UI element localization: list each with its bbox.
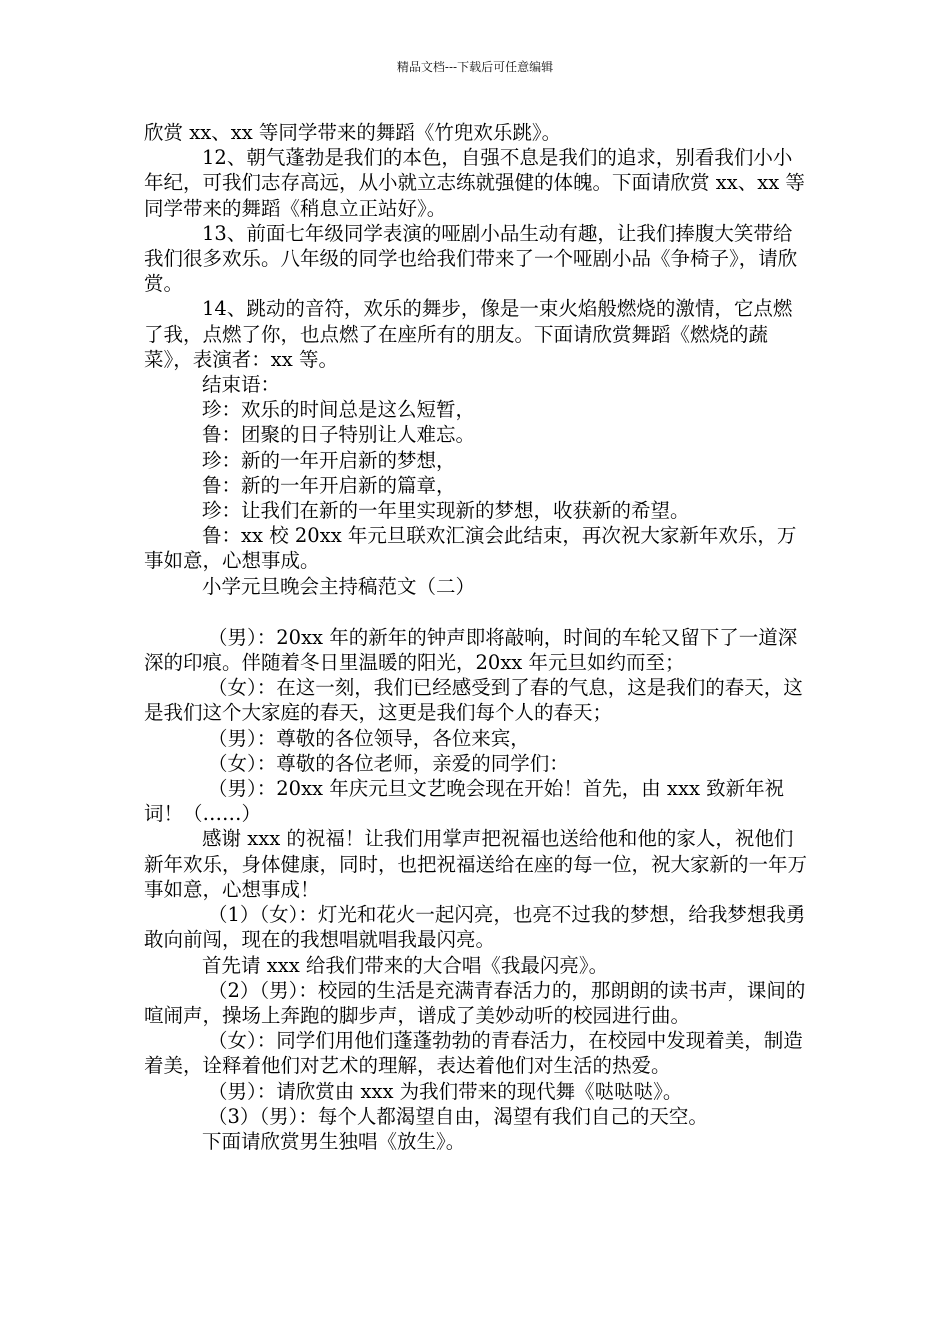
paragraph: 欣赏 xx、xx 等同学带来的舞蹈《竹兜欢乐跳》。: [144, 121, 562, 144]
section-label: 结束语：: [202, 373, 281, 397]
dialogue-line: 鲁：新的一年开启新的篇章，: [202, 473, 456, 497]
page-header: 精品文档---下载后可任意编辑: [396, 60, 554, 74]
paragraph: 感谢 xxx 的祝福！让我们用掌声把祝福也送给他和他的家人，祝他们新年欢乐，身体健康，同时，也把祝福送给在座的每一位，祝大家新的一年万事如意，心想事成！: [144, 827, 808, 901]
dialogue-line: （男）：尊敬的各位领导，各位来宾，: [208, 726, 530, 750]
dialogue-line: （2）（男）：校园的生活是充满青春活力的，那朗朗的读书声，课间的喧闹声，操场上奔跑的脚步声，谱成了美妙动听的校园进行曲。: [144, 978, 806, 1027]
paragraph: 13、前面七年级同学表演的哑剧小品生动有趣，让我们捧腹大笑带给我们很多欢乐。八年级的同学也给我们带来了一个哑剧小品《争椅子》，请欣赏。: [144, 221, 798, 296]
dialogue-line: 鲁：xx 校 20xx 年元旦联欢汇演会此结束，再次祝大家新年欢乐，万事如意，心想事成。: [144, 524, 797, 573]
paragraph: 12、朝气蓬勃是我们的本色，自强不息是我们的追求，别看我们小小年纪，可我们志存高远，从小就立志练就强健的体魄。下面请欣赏 xx、xx 等同学带来的舞蹈《稍息立正站好》。: [144, 146, 805, 220]
dialogue-line: 珍：让我们在新的一年里实现新的梦想，收获新的希望。: [202, 499, 690, 523]
blank-line: [144, 599, 809, 625]
dialogue-line: （男）：20xx 年的新年的钟声即将敲响，时间的车轮又留下了一道深深的印痕。伴随着冬日里温暖的阳光，20xx 年元旦如约而至；: [144, 625, 798, 675]
paragraph: 下面请欣赏男生独唱《放生》。: [202, 1129, 466, 1153]
dialogue-line: 珍：新的一年开启新的梦想，: [202, 448, 456, 472]
dialogue-line: 鲁：团聚的日子特别让人难忘。: [202, 423, 476, 447]
dialogue-line: （男）：20xx 年庆元旦文艺晚会现在开始！首先，由 xxx 致新年祝词！（……）: [144, 777, 785, 826]
paragraph: 首先请 xxx 给我们带来的大合唱《我最闪亮》。: [202, 953, 609, 977]
dialogue-line: （女）：在这一刻，我们已经感受到了春的气息，这是我们的春天，这是我们这个大家庭的春天，这更是我们每个人的春天；: [144, 676, 803, 725]
dialogue-line: （女）：尊敬的各位老师，亲爱的同学们：: [208, 751, 569, 775]
paragraph: 14、跳动的音符，欢乐的舞步，像是一束火焰般燃烧的激情，它点燃了我，点燃了你，也点燃了在座所有的朋友。下面请欣赏舞蹈《燃烧的蔬菜》，表演者：xx 等。: [144, 297, 793, 371]
dialogue-line: 珍：欢乐的时间总是这么短暂，: [202, 398, 476, 422]
dialogue-line: （1）（女）：灯光和花火一起闪亮，也亮不过我的梦想，给我梦想我勇敢向前闯，现在的我想唱就唱我最闪亮。: [144, 903, 806, 952]
document-body: [144, 120, 809, 1154]
section-title: 小学元旦晚会主持稿范文（二）: [202, 574, 476, 598]
dialogue-line: （3）（男）：每个人都渴望自由，渴望有我们自己的天空。: [208, 1104, 708, 1128]
dialogue-line: （男）：请欣赏由 xxx 为我们带来的现代舞《哒哒哒》。: [208, 1079, 683, 1103]
dialogue-line: （女）：同学们用他们蓬蓬勃勃的青春活力，在校园中发现着美，制造着美，诠释着他们对艺术的理解，表达着他们对生活的热爱。: [144, 1029, 803, 1078]
